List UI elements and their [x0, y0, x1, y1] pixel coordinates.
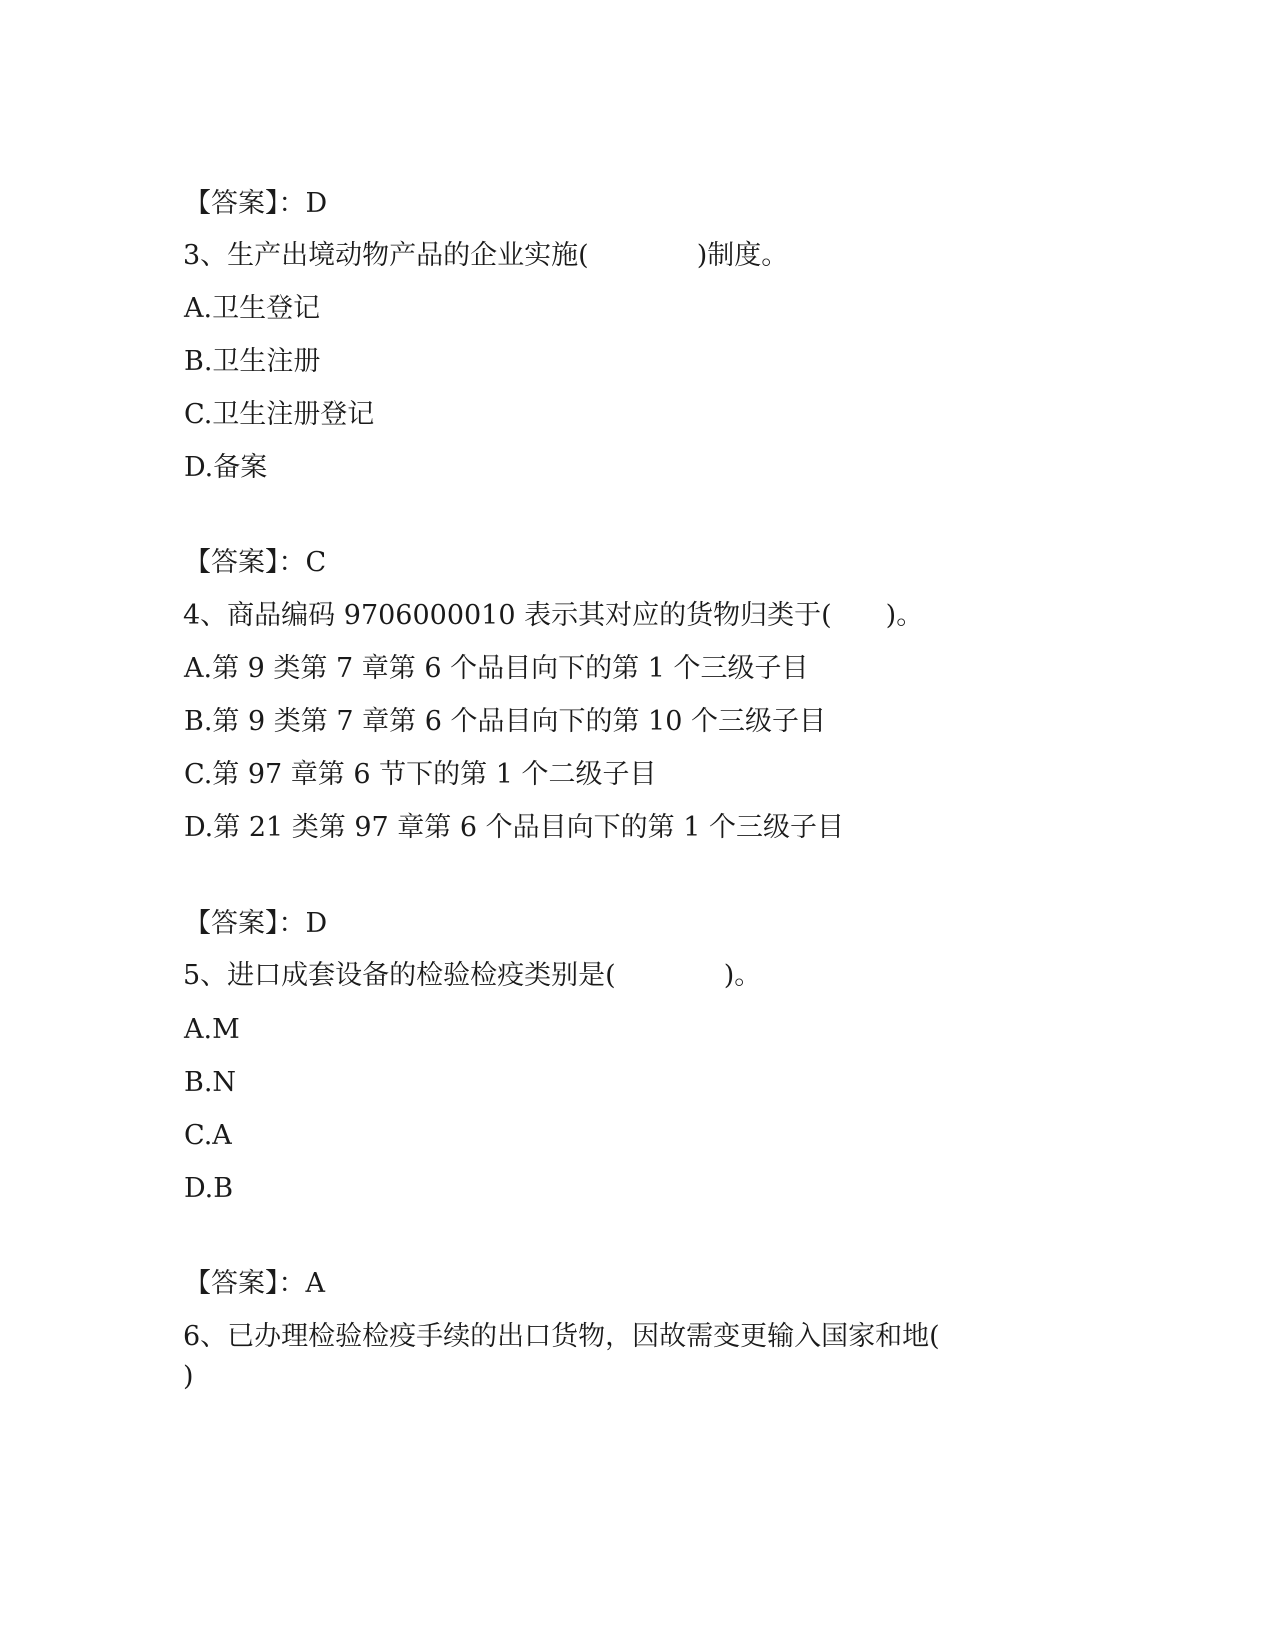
- question-3-option-b: B.卫生注册: [184, 346, 321, 377]
- question-3: 3、生产出境动物产品的企业实施( )制度。: [183, 240, 789, 271]
- question-3-option-d: D.备案: [184, 452, 268, 483]
- question-4-option-b: B.第 9 类第 7 章第 6 个品目向下的第 10 个三级子目: [184, 706, 826, 737]
- answer-label: 【答案】：C: [184, 547, 327, 578]
- question-5-option-a: A.M: [184, 1014, 240, 1045]
- question-4-option-a: A.第 9 类第 7 章第 6 个品目向下的第 1 个三级子目: [184, 653, 809, 684]
- question-5: 5、进口成套设备的检验检疫类别是( )。: [183, 960, 762, 991]
- question-3-option-c: C.卫生注册登记: [184, 399, 375, 430]
- question-6-continuation: ): [183, 1361, 194, 1392]
- question-4-option-d: D.第 21 类第 97 章第 6 个品目向下的第 1 个三级子目: [184, 812, 844, 843]
- question-5-option-d: D.B: [184, 1173, 234, 1204]
- question-5-option-c: C.A: [184, 1120, 232, 1151]
- question-5-option-b: B.N: [184, 1067, 237, 1098]
- question-6: 6、已办理检验检疫手续的出口货物，因故需变更输入国家和地(: [183, 1321, 940, 1352]
- answer-label: 【答案】：A: [184, 1268, 325, 1299]
- answer-label: 【答案】：D: [184, 188, 328, 219]
- question-4: 4、商品编码 9706000010 表示其对应的货物归类于( )。: [183, 600, 924, 631]
- question-3-option-a: A.卫生登记: [184, 293, 321, 324]
- question-4-option-c: C.第 97 章第 6 节下的第 1 个二级子目: [184, 759, 657, 790]
- answer-label: 【答案】：D: [184, 908, 328, 939]
